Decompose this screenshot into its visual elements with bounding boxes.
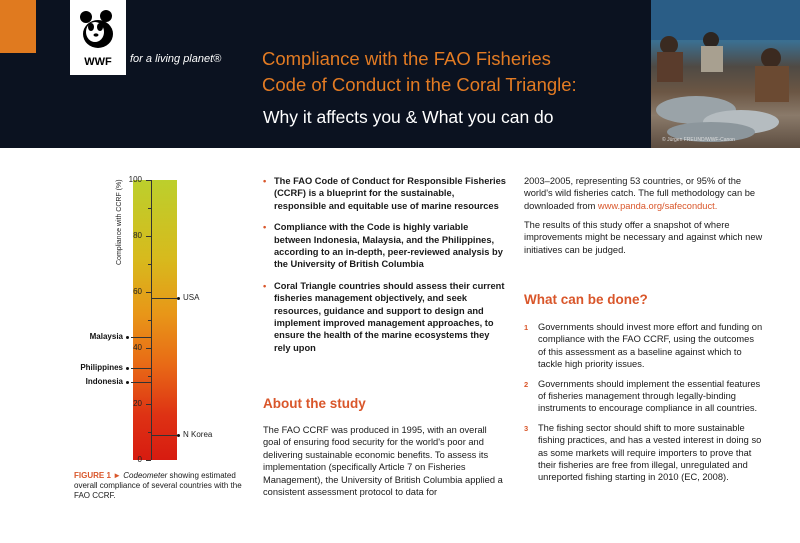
gauge-marker-line <box>131 368 151 369</box>
gauge-y-axis-label: Compliance with CCRF (%) <box>116 179 123 265</box>
gauge-color-bar <box>133 180 177 460</box>
wwf-logo <box>70 0 126 75</box>
key-point <box>263 175 508 212</box>
gauge-marker-dot <box>177 434 180 437</box>
action-text: Governments should invest more effort and funding on compliance with the FAO CCRF, using the outcomes of this assessment as a baseline against which to tackle high priority issues. <box>538 322 763 370</box>
photo-credit: © Jürgen FREUND/WWF-Canon <box>662 137 735 143</box>
panda-link[interactable]: www.panda.org/safeconduct. <box>597 200 718 211</box>
key-point-text: Compliance with the Code is highly variable between Indonesia, Malaysia, and the Philippines, according to an in-depth, peer-reviewed analysis by the University of British Columbia <box>274 222 503 270</box>
actions-list <box>524 321 764 491</box>
gauge-tick-label: 0 <box>137 455 142 464</box>
bullet-icon: • <box>263 176 267 186</box>
what-can-be-done-heading: What can be done? <box>524 292 648 307</box>
gauge-marker-line <box>151 435 177 436</box>
gauge-minor-tick <box>148 376 151 377</box>
key-point-text: Coral Triangle countries should assess their current fisheries management objectively, and seek resources, guidance and support to design and implement improved management approaches, to ensure the health of the marine ecosystems they rely upon <box>274 280 505 353</box>
figure-title: Codeometer <box>123 471 168 480</box>
bullet-icon: • <box>263 222 267 233</box>
photo-illustration <box>651 0 800 148</box>
title-line-2: Code of Conduct in the Coral Triangle: <box>262 74 577 95</box>
gauge-marker-dot <box>126 381 129 384</box>
action-number: 1 <box>524 323 529 332</box>
key-point <box>263 221 508 271</box>
action-text: Governments should implement the essential features of fisheries management through legally-binding instruments to encourage compliance in all countries. <box>538 378 761 414</box>
gauge-tick <box>146 460 151 461</box>
gauge-minor-tick <box>148 432 151 433</box>
tagline: for a living planet® <box>130 53 222 65</box>
gauge-axis-line <box>151 180 152 460</box>
gauge-minor-tick <box>148 264 151 265</box>
page-subtitle: Why it affects you & What you can do <box>263 107 554 127</box>
gauge-minor-tick <box>148 208 151 209</box>
methodology-text: 2003–2005, representing 53 countries, or 95% of the world's wild fisheries catch. The full methodology can be downloaded from <box>524 176 756 211</box>
key-points-list <box>263 175 508 363</box>
gauge-tick-label: 80 <box>133 231 142 240</box>
gauge-minor-tick <box>148 320 151 321</box>
gauge-tick <box>146 236 151 237</box>
page-title <box>262 46 577 98</box>
gauge-tick <box>146 180 151 181</box>
action-item <box>524 378 764 415</box>
results-paragraph: The results of this study offer a snapshot of where improvements might be necessary and against which new initiatives can be judged. <box>524 220 763 255</box>
figure-caption-text: showing estimated overall compliance of several countries with the FAO CCRF. <box>74 471 242 500</box>
gauge-marker-line <box>131 382 151 383</box>
about-paragraph: The FAO CCRF was produced in 1995, with an overall goal of ensuring food security for the world's poor and delivering sustainable economic benefits. To assess its implementation (specifically Article 7 on Fisheries Management), the University of British Columbia applied a consistent assessment protocol to data for <box>263 425 503 498</box>
gauge-tick <box>146 292 151 293</box>
gauge-marker-dot <box>177 297 180 300</box>
orange-accent-tab <box>0 0 36 53</box>
gauge-marker-dot <box>126 367 129 370</box>
gauge-marker-line <box>131 337 151 338</box>
action-item <box>524 422 764 484</box>
country-label: Indonesia <box>85 376 123 386</box>
key-point-text: The FAO Code of Conduct for Responsible Fisheries (CCRF) is a blueprint for the sustainable, responsible and equitable use of marine resources <box>274 176 506 211</box>
about-heading: About the study <box>263 396 366 411</box>
gauge-marker-dot <box>126 336 129 339</box>
gauge-tick <box>146 404 151 405</box>
gauge-marker-line <box>151 298 177 299</box>
figure-caption <box>74 471 254 501</box>
figure-label: FIGURE 1 ► <box>74 471 122 480</box>
gauge-tick-label: 20 <box>133 399 142 408</box>
country-label: Philippines <box>80 362 123 372</box>
bullet-icon: • <box>263 280 267 291</box>
action-number: 2 <box>524 379 529 389</box>
gauge-tick <box>146 348 151 349</box>
panda-icon <box>76 8 120 52</box>
gauge-tick-label: 40 <box>133 343 142 352</box>
country-label: USA <box>183 292 200 302</box>
action-text: The fishing sector should shift to more sustainable fishing practices, and has a vested interest in doing so as some markets will require importers to prove that their fisheries are free from illegal, unregulated and unreported fishing starting in 2010 (EC, 2008). <box>538 422 762 483</box>
gauge-tick-label: 60 <box>133 287 142 296</box>
key-point <box>263 280 508 354</box>
header-banner <box>0 0 800 148</box>
country-label: Malaysia <box>89 331 123 341</box>
fishermen-photo <box>651 0 800 148</box>
methodology-paragraph <box>524 175 764 212</box>
title-line-1: Compliance with the FAO Fisheries <box>262 48 551 69</box>
logo-text: WWF <box>84 56 112 68</box>
action-number: 3 <box>524 423 529 433</box>
gauge-tick-label: 100 <box>128 175 142 184</box>
country-label: N Korea <box>183 429 213 439</box>
action-item <box>524 321 764 371</box>
